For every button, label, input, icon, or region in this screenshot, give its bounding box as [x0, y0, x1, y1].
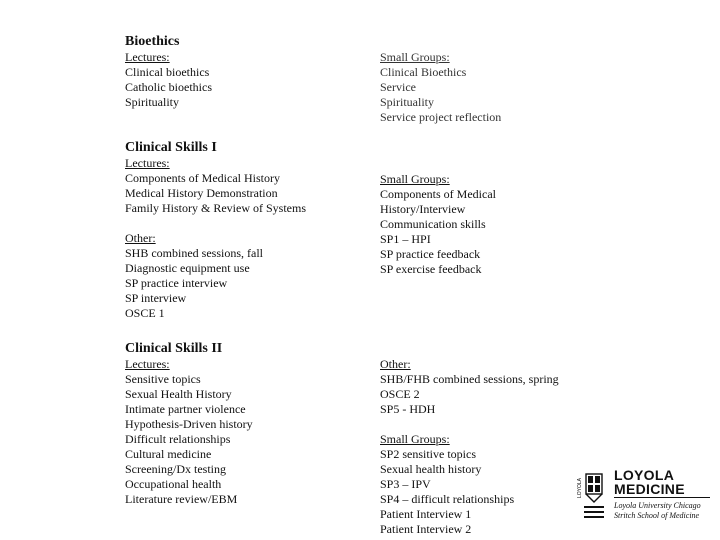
subheading: Small Groups: — [380, 432, 450, 446]
list-item: Hypothesis-Driven history — [125, 417, 253, 431]
list-item: Service — [380, 80, 416, 94]
list-item: SP exercise feedback — [380, 262, 482, 276]
list-item: SP3 – IPV — [380, 477, 431, 491]
list-item: SP practice interview — [125, 276, 228, 290]
list-item: Spirituality — [380, 95, 434, 109]
crest-text: LOYOLA — [577, 477, 583, 498]
list-item: Sensitive topics — [125, 372, 201, 386]
list-item: Medical History Demonstration — [125, 186, 278, 200]
list-item: Intimate partner violence — [125, 402, 246, 416]
list-item: SP4 – difficult relationships — [380, 492, 515, 506]
logo-name-line1: LOYOLA — [614, 467, 675, 483]
list-item: Occupational health — [125, 477, 222, 491]
list-item: History/Interview — [380, 202, 466, 216]
list-item: Literature review/EBM — [125, 492, 238, 506]
subheading: Small Groups: — [380, 172, 450, 186]
list-item: SP1 – HPI — [380, 232, 431, 246]
list-item: SP5 - HDH — [380, 402, 436, 416]
subheading: Lectures: — [125, 357, 170, 371]
loyola-medicine-logo — [572, 466, 712, 524]
list-item: SP interview — [125, 291, 187, 305]
list-item: Components of Medical History — [125, 171, 280, 185]
crest-icon — [578, 468, 608, 520]
list-item: Patient Interview 1 — [380, 507, 472, 521]
list-item: Diagnostic equipment use — [125, 261, 250, 275]
subheading: Lectures: — [125, 156, 170, 170]
list-item: Spirituality — [125, 95, 179, 109]
list-item: Family History & Review of Systems — [125, 201, 306, 215]
list-item: SHB/FHB combined sessions, spring — [380, 372, 559, 386]
clinical-skills-2-right-column — [380, 357, 559, 537]
section-heading: Clinical Skills II — [125, 341, 223, 356]
list-item: Sexual health history — [380, 462, 482, 476]
logo-divider — [614, 497, 710, 498]
list-item: OSCE 2 — [380, 387, 420, 401]
list-item: OSCE 1 — [125, 306, 165, 320]
list-item: Communication skills — [380, 217, 486, 231]
list-item: Clinical bioethics — [125, 65, 210, 79]
section-heading: Bioethics — [125, 34, 180, 49]
logo-sub-line2: Stritch School of Medicine — [614, 511, 700, 520]
subheading: Small Groups: — [380, 50, 450, 64]
clinical-skills-2-left-column — [125, 341, 253, 507]
list-item: Components of Medical — [380, 187, 496, 201]
subheading: Lectures: — [125, 50, 170, 64]
subheading: Other: — [380, 357, 411, 371]
list-item: Catholic bioethics — [125, 80, 212, 94]
list-item: Patient Interview 2 — [380, 522, 472, 536]
list-item: SHB combined sessions, fall — [125, 246, 263, 260]
list-item: SP2 sensitive topics — [380, 447, 477, 461]
bioethics-left-column — [125, 34, 212, 110]
section-heading: Clinical Skills I — [125, 140, 217, 155]
list-item: Cultural medicine — [125, 447, 212, 461]
logo-name-line2: MEDICINE — [614, 481, 685, 497]
subheading: Other: — [125, 231, 156, 245]
list-item: Screening/Dx testing — [125, 462, 226, 476]
list-item: Difficult relationships — [125, 432, 231, 446]
list-item: SP practice feedback — [380, 247, 481, 261]
clinical-skills-1-left-column — [125, 140, 306, 321]
list-item: Clinical Bioethics — [380, 65, 467, 79]
bioethics-right-column — [380, 50, 501, 125]
list-item: Sexual Health History — [125, 387, 232, 401]
clinical-skills-1-right-column — [380, 172, 496, 277]
list-item: Service project reflection — [380, 110, 502, 124]
logo-sub-line1: Loyola University Chicago — [614, 501, 701, 510]
